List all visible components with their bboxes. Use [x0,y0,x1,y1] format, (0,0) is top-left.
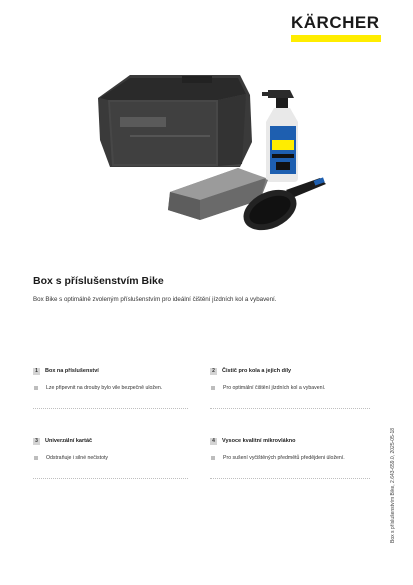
feature-1 [33,366,203,391]
product-illustration [90,70,340,250]
divider [33,408,188,409]
divider [210,478,370,479]
feature-number: 3 [33,438,40,445]
divider [33,478,188,479]
accessory-box-icon [98,75,252,167]
bullet-square-icon [211,386,215,390]
feature-number: 2 [210,368,217,375]
bullet-square-icon [211,456,215,460]
feature-number: 4 [210,438,217,445]
feature-4 [210,436,380,461]
karcher-logo [291,14,381,42]
feature-2 [210,366,380,391]
feature-text: Pro optimální čištění jízdních kol a vybavení. [223,385,326,391]
divider [210,408,370,409]
logo-text: KÄRCHER [291,13,380,32]
product-subtitle: Box Bike s optimálně zvoleným příslušenstvím pro ideální čištění jízdních kol a vybavení. [33,296,277,303]
feature-title: Univerzální kartáč [45,438,93,444]
side-note: Box s příslušenstvím Bike, 2.643-659.0, 2025-05-18 [390,427,396,543]
feature-text: Lze připevnit na drouby bylo vile bezpečně uložen. [46,385,163,391]
product-title: Box s příslušenstvím Bike [33,275,164,287]
feature-number: 1 [33,368,40,375]
feature-title: Box na příslušenství [45,368,99,374]
feature-title: Vysoce kvalitní mikrovlákno [222,438,296,444]
bullet-square-icon [34,456,38,460]
feature-3 [33,436,203,461]
bullet-square-icon [34,386,38,390]
feature-title: Čistič pro kola a jejich díly [222,368,292,374]
feature-text: Odstraňuje i silné nečistoty [46,455,108,461]
logo-yellow-bar [291,35,381,42]
spray-bottle-icon [262,90,298,182]
feature-text: Pro sušení vyčištěných předmětů předějdeni úložení. [223,455,345,461]
